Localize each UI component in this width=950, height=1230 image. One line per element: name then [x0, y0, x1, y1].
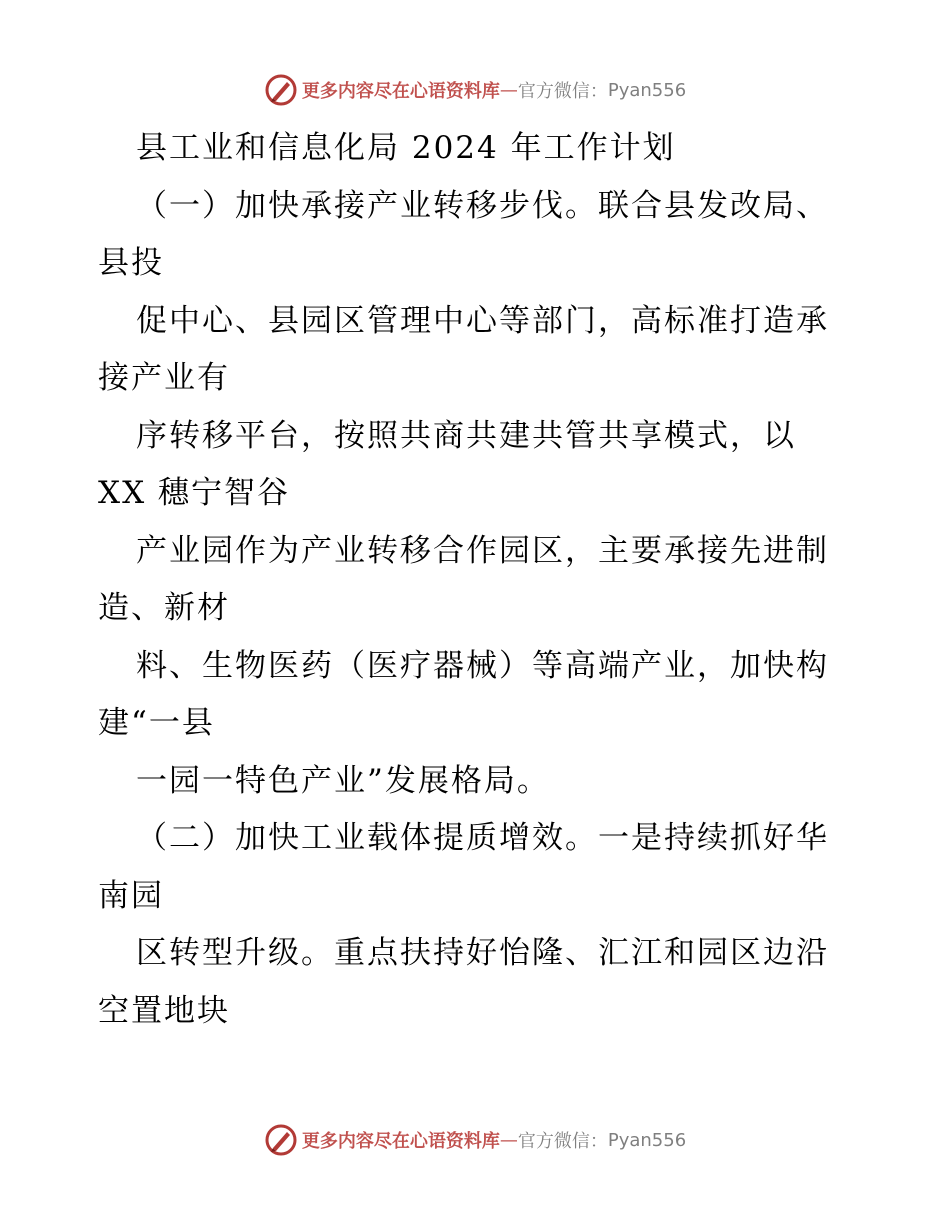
watermark-main-text: 更多内容尽在心语资料库 [301, 1131, 500, 1152]
pen-logo-icon [264, 1123, 298, 1157]
text-line: 产业园作为产业转移合作园区，主要承接先进制 [136, 532, 829, 569]
text-line: 空置地块 [98, 992, 230, 1029]
text-line: （二）加快工业载体提质增效。一是持续抓好华 [136, 820, 829, 856]
header-watermark [0, 70, 950, 110]
watermark-account: Pyan556 [607, 1129, 687, 1151]
watermark-dash: — [499, 79, 518, 101]
text-line: 县投 [98, 245, 164, 281]
text-line: XX 穗宁智谷 [98, 475, 290, 511]
text-line: 造、新材 [98, 590, 230, 626]
text-line: 接产业有 [98, 360, 230, 396]
text-line: 建“一县 [98, 705, 215, 741]
text-line: 料、生物医药（医疗器械）等高端产业，加快构 [136, 647, 829, 684]
text-line: 南园 [98, 877, 164, 914]
watermark-official-label: 官方微信： [517, 81, 608, 102]
text-line: （一）加快承接产业转移步伐。联合县发改局、 [136, 187, 829, 224]
pen-logo-icon [264, 73, 298, 107]
watermark-official-label: 官方微信： [517, 1131, 608, 1152]
footer-watermark [0, 1120, 950, 1160]
text-line: 区转型升级。重点扶持好怡隆、汇江和园区边沿 [136, 935, 829, 971]
text-line: 促中心、县园区管理中心等部门，高标准打造承 [136, 302, 829, 339]
document-body [98, 120, 868, 1040]
document-title: 县工业和信息化局 2024 年工作计划 [136, 130, 676, 166]
watermark-main-text: 更多内容尽在心语资料库 [301, 81, 500, 102]
text-line: 一园一特色产业”发展格局。 [136, 762, 550, 799]
text-line: 序转移平台，按照共商共建共管共享模式，以 [136, 417, 796, 454]
watermark-dash: — [499, 1129, 518, 1151]
watermark-account: Pyan556 [607, 79, 687, 101]
